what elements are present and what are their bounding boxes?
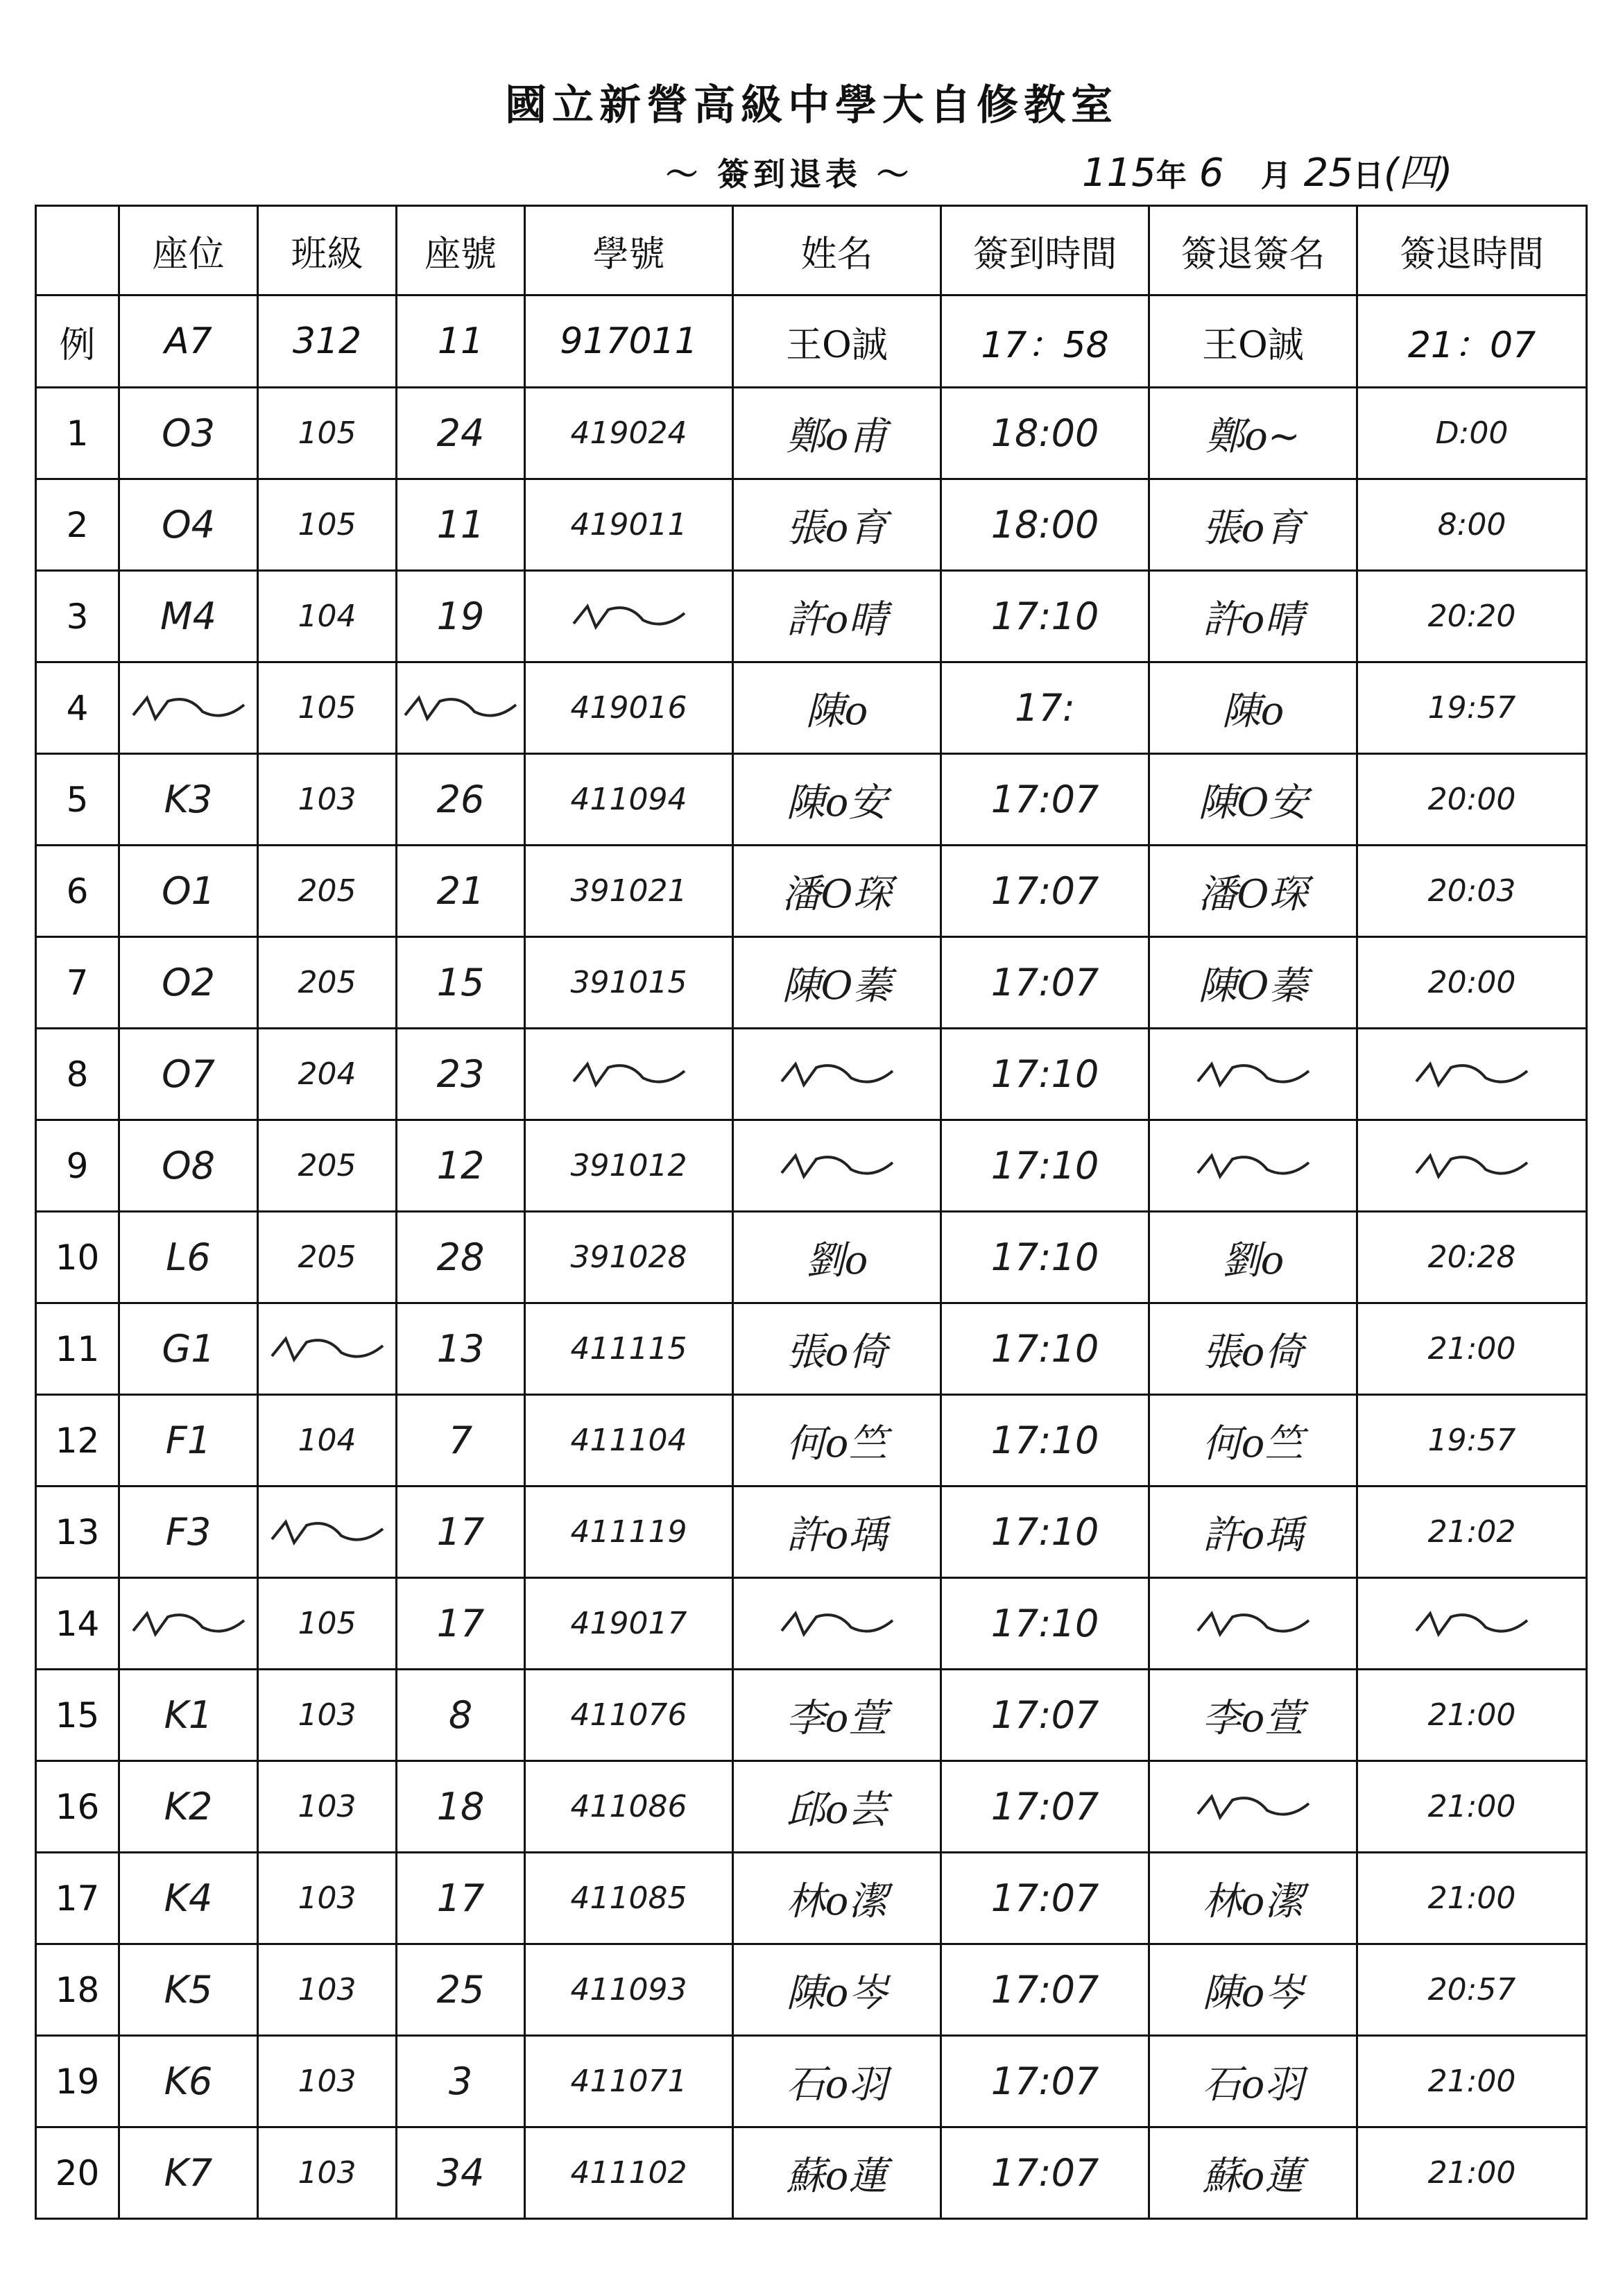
sign-out-time-cell xyxy=(1357,1120,1587,1212)
row-number: 2 xyxy=(36,479,119,571)
scribble-mark xyxy=(567,1054,692,1095)
seat-cell: O3 xyxy=(119,388,258,479)
student-id-cell: 391021 xyxy=(525,846,733,937)
table-row xyxy=(36,1578,1587,1670)
sign-out-name-cell: 林o潔 xyxy=(1149,1853,1357,1944)
sign-out-name-cell: 張o倚 xyxy=(1149,1303,1357,1395)
table-row xyxy=(36,1944,1587,2036)
class-cell: 205 xyxy=(258,846,397,937)
sign-out-name-cell: 陳o xyxy=(1149,662,1357,754)
class-cell: 103 xyxy=(258,2036,397,2127)
scribble-mark xyxy=(265,1511,390,1553)
seat-cell: K7 xyxy=(119,2127,258,2219)
student-id-cell: 411071 xyxy=(525,2036,733,2127)
row-number: 13 xyxy=(36,1487,119,1578)
table-row xyxy=(36,2036,1587,2127)
class-cell: 105 xyxy=(258,479,397,571)
sign-in-time-cell: 17:07 xyxy=(941,2127,1149,2219)
sign-out-name-cell xyxy=(1149,1578,1357,1670)
header-cell xyxy=(36,206,119,295)
student-id-cell: 411094 xyxy=(525,754,733,846)
table-row xyxy=(36,754,1587,846)
student-id-cell: 419016 xyxy=(525,662,733,754)
row-number: 9 xyxy=(36,1120,119,1212)
date-line xyxy=(1082,142,1453,198)
seat-no-cell: 3 xyxy=(397,2036,525,2127)
name-cell xyxy=(733,1120,941,1212)
row-number: 8 xyxy=(36,1029,119,1120)
seat-no-cell: 17 xyxy=(397,1578,525,1670)
seat-no-cell: 34 xyxy=(397,2127,525,2219)
class-cell: 205 xyxy=(258,1120,397,1212)
table-row xyxy=(36,1670,1587,1761)
date-year: 115 xyxy=(1082,151,1156,196)
name-cell: 許o晴 xyxy=(733,571,941,662)
sign-in-time-cell: 17:07 xyxy=(941,1853,1149,1944)
row-number: 3 xyxy=(36,571,119,662)
header-cell: 座號 xyxy=(397,206,525,295)
table-row xyxy=(36,479,1587,571)
sign-out-time-cell: 21:00 xyxy=(1357,2127,1587,2219)
header-cell: 簽退時間 xyxy=(1357,206,1587,295)
header-cell: 姓名 xyxy=(733,206,941,295)
student-id-cell: 391015 xyxy=(525,937,733,1029)
sign-out-name-cell: 張o育 xyxy=(1149,479,1357,571)
student-id-cell: 419017 xyxy=(525,1578,733,1670)
scribble-mark xyxy=(1409,1054,1534,1095)
table-row xyxy=(36,1212,1587,1303)
sign-in-time-cell: 17:07 xyxy=(941,1944,1149,2036)
seat-cell: M4 xyxy=(119,571,258,662)
name-cell: 張o育 xyxy=(733,479,941,571)
scribble-mark xyxy=(398,687,523,729)
sign-in-time-cell: 17:10 xyxy=(941,1578,1149,1670)
seat-no-cell: 11 xyxy=(397,295,525,388)
sign-out-time-cell: 20:57 xyxy=(1357,1944,1587,2036)
row-number: 17 xyxy=(36,1853,119,1944)
sign-out-name-cell: 石o羽 xyxy=(1149,2036,1357,2127)
name-cell xyxy=(733,1578,941,1670)
class-cell: 105 xyxy=(258,662,397,754)
scribble-mark xyxy=(1191,1603,1316,1645)
seat-no-cell: 17 xyxy=(397,1853,525,1944)
student-id-cell: 917011 xyxy=(525,295,733,388)
scribble-mark xyxy=(126,1603,251,1645)
table-row xyxy=(36,571,1587,662)
student-id-cell: 391028 xyxy=(525,1212,733,1303)
student-id-cell: 419024 xyxy=(525,388,733,479)
class-cell: 103 xyxy=(258,1670,397,1761)
seat-cell: K6 xyxy=(119,2036,258,2127)
seat-no-cell: 18 xyxy=(397,1761,525,1853)
name-cell: 劉o xyxy=(733,1212,941,1303)
class-cell: 104 xyxy=(258,1395,397,1487)
table-row xyxy=(36,1487,1587,1578)
seat-no-cell: 19 xyxy=(397,571,525,662)
sign-in-time-cell: 17:07 xyxy=(941,1761,1149,1853)
year-unit: 年 xyxy=(1156,158,1187,194)
sign-in-time-cell: 17: xyxy=(941,662,1149,754)
seat-cell: O8 xyxy=(119,1120,258,1212)
sign-out-name-cell xyxy=(1149,1120,1357,1212)
scribble-mark xyxy=(775,1603,900,1645)
student-id-cell: 391012 xyxy=(525,1120,733,1212)
class-cell: 205 xyxy=(258,1212,397,1303)
sign-out-name-cell: 許o瑀 xyxy=(1149,1487,1357,1578)
seat-cell: K3 xyxy=(119,754,258,846)
day-unit: 日 xyxy=(1352,158,1384,194)
sign-out-time-cell: 21:00 xyxy=(1357,1853,1587,1944)
seat-cell: A7 xyxy=(119,295,258,388)
seat-cell: O4 xyxy=(119,479,258,571)
student-id-cell xyxy=(525,571,733,662)
seat-cell xyxy=(119,662,258,754)
sign-out-time-cell xyxy=(1357,1029,1587,1120)
seat-cell: G1 xyxy=(119,1303,258,1395)
student-id-cell: 411086 xyxy=(525,1761,733,1853)
scribble-mark xyxy=(567,596,692,637)
scribble-mark xyxy=(1191,1054,1316,1095)
sign-out-time-cell: 20:20 xyxy=(1357,571,1587,662)
student-id-cell: 419011 xyxy=(525,479,733,571)
seat-cell: F1 xyxy=(119,1395,258,1487)
student-id-cell: 411093 xyxy=(525,1944,733,2036)
student-id-cell: 411119 xyxy=(525,1487,733,1578)
seat-no-cell: 24 xyxy=(397,388,525,479)
class-cell: 104 xyxy=(258,571,397,662)
table-row xyxy=(36,2127,1587,2219)
student-id-cell: 411115 xyxy=(525,1303,733,1395)
table-row xyxy=(36,1029,1587,1120)
sign-in-time-cell: 17:10 xyxy=(941,1120,1149,1212)
sign-in-time-cell: 17:10 xyxy=(941,1487,1149,1578)
scribble-mark xyxy=(1191,1786,1316,1828)
seat-cell xyxy=(119,1578,258,1670)
date-month: 6 xyxy=(1199,151,1224,196)
example-row xyxy=(36,295,1587,388)
form-subtitle: ～ 簽到退表 ～ xyxy=(666,155,913,193)
sign-in-time-cell: 18:00 xyxy=(941,388,1149,479)
header-cell: 簽退簽名 xyxy=(1149,206,1357,295)
row-number: 例 xyxy=(36,295,119,388)
sign-out-time-cell: 20:00 xyxy=(1357,754,1587,846)
sign-out-name-cell: 潘O琛 xyxy=(1149,846,1357,937)
date-weekday: (四) xyxy=(1383,151,1453,196)
seat-cell: K2 xyxy=(119,1761,258,1853)
student-id-cell: 411085 xyxy=(525,1853,733,1944)
name-cell: 陳o xyxy=(733,662,941,754)
row-number: 4 xyxy=(36,662,119,754)
header-cell: 班級 xyxy=(258,206,397,295)
sign-out-time-cell: 21:00 xyxy=(1357,2036,1587,2127)
name-cell: 張o倚 xyxy=(733,1303,941,1395)
sign-out-name-cell: 許o晴 xyxy=(1149,571,1357,662)
sign-out-name-cell: 鄭o~ xyxy=(1149,388,1357,479)
sign-out-name-cell: 王O誠 xyxy=(1149,295,1357,388)
table-row xyxy=(36,846,1587,937)
scribble-mark xyxy=(775,1145,900,1187)
seat-cell: K1 xyxy=(119,1670,258,1761)
month-unit: 月 xyxy=(1260,158,1291,194)
table-row xyxy=(36,1120,1587,1212)
student-id-cell: 411102 xyxy=(525,2127,733,2219)
seat-no-cell: 15 xyxy=(397,937,525,1029)
row-number: 15 xyxy=(36,1670,119,1761)
sign-in-table xyxy=(35,205,1588,2220)
scribble-mark xyxy=(775,1054,900,1095)
table-row xyxy=(36,1853,1587,1944)
student-id-cell xyxy=(525,1029,733,1120)
row-number: 16 xyxy=(36,1761,119,1853)
row-number: 18 xyxy=(36,1944,119,2036)
seat-no-cell: 25 xyxy=(397,1944,525,2036)
sign-out-time-cell: 21:00 xyxy=(1357,1761,1587,1853)
name-cell: 鄭o甫 xyxy=(733,388,941,479)
seat-cell: O1 xyxy=(119,846,258,937)
header-row xyxy=(36,206,1587,295)
sign-out-time-cell: 20:28 xyxy=(1357,1212,1587,1303)
sign-in-time-cell: 17:10 xyxy=(941,1212,1149,1303)
sign-out-time-cell: 19:57 xyxy=(1357,662,1587,754)
class-cell: 105 xyxy=(258,1578,397,1670)
scribble-mark xyxy=(126,687,251,729)
class-cell: 204 xyxy=(258,1029,397,1120)
seat-cell: K5 xyxy=(119,1944,258,2036)
name-cell: 陳o安 xyxy=(733,754,941,846)
row-number: 20 xyxy=(36,2127,119,2219)
class-cell xyxy=(258,1303,397,1395)
sign-out-time-cell: 20:00 xyxy=(1357,937,1587,1029)
seat-no-cell xyxy=(397,662,525,754)
class-cell: 103 xyxy=(258,1944,397,2036)
sign-out-time-cell: 20:03 xyxy=(1357,846,1587,937)
seat-no-cell: 28 xyxy=(397,1212,525,1303)
seat-no-cell: 26 xyxy=(397,754,525,846)
sign-out-time-cell: 21:02 xyxy=(1357,1487,1587,1578)
header-cell: 簽到時間 xyxy=(941,206,1149,295)
sign-out-time-cell: 21:00 xyxy=(1357,1670,1587,1761)
row-number: 10 xyxy=(36,1212,119,1303)
name-cell: 邱o芸 xyxy=(733,1761,941,1853)
scribble-mark xyxy=(1409,1603,1534,1645)
sign-out-name-cell: 陳O蓁 xyxy=(1149,937,1357,1029)
sign-in-time-cell: 17:10 xyxy=(941,1303,1149,1395)
header-cell: 座位 xyxy=(119,206,258,295)
seat-no-cell: 21 xyxy=(397,846,525,937)
name-cell: 蘇o蓮 xyxy=(733,2127,941,2219)
sign-out-time-cell: D:00 xyxy=(1357,388,1587,479)
row-number: 14 xyxy=(36,1578,119,1670)
name-cell: 王O誠 xyxy=(733,295,941,388)
table-row xyxy=(36,1303,1587,1395)
page-title: 國立新營高級中學大自修教室 xyxy=(505,81,1118,130)
row-number: 1 xyxy=(36,388,119,479)
seat-cell: O2 xyxy=(119,937,258,1029)
name-cell: 李o萱 xyxy=(733,1670,941,1761)
sign-out-time-cell: 21:00 xyxy=(1357,1303,1587,1395)
row-number: 5 xyxy=(36,754,119,846)
seat-no-cell: 8 xyxy=(397,1670,525,1761)
sign-out-name-cell: 何o竺 xyxy=(1149,1395,1357,1487)
seat-no-cell: 7 xyxy=(397,1395,525,1487)
row-number: 11 xyxy=(36,1303,119,1395)
table-row xyxy=(36,662,1587,754)
name-cell: 林o潔 xyxy=(733,1853,941,1944)
seat-no-cell: 12 xyxy=(397,1120,525,1212)
name-cell: 何o竺 xyxy=(733,1395,941,1487)
sign-in-time-cell: 17:10 xyxy=(941,1395,1149,1487)
sign-out-name-cell: 陳o岑 xyxy=(1149,1944,1357,2036)
table-row xyxy=(36,1395,1587,1487)
class-cell: 105 xyxy=(258,388,397,479)
class-cell: 312 xyxy=(258,295,397,388)
class-cell: 103 xyxy=(258,1853,397,1944)
sign-in-time-cell: 17:10 xyxy=(941,1029,1149,1120)
seat-cell: O7 xyxy=(119,1029,258,1120)
sign-out-name-cell: 陳O安 xyxy=(1149,754,1357,846)
sign-out-time-cell: 8:00 xyxy=(1357,479,1587,571)
name-cell: 潘O琛 xyxy=(733,846,941,937)
sign-out-name-cell: 李o萱 xyxy=(1149,1670,1357,1761)
header-cell: 學號 xyxy=(525,206,733,295)
class-cell xyxy=(258,1487,397,1578)
row-number: 19 xyxy=(36,2036,119,2127)
row-number: 6 xyxy=(36,846,119,937)
sign-in-time-cell: 17:07 xyxy=(941,937,1149,1029)
scribble-mark xyxy=(265,1328,390,1370)
class-cell: 205 xyxy=(258,937,397,1029)
sign-out-time-cell: 21：07 xyxy=(1357,295,1587,388)
sign-in-time-cell: 17:07 xyxy=(941,1670,1149,1761)
seat-cell: F3 xyxy=(119,1487,258,1578)
sign-out-name-cell xyxy=(1149,1029,1357,1120)
table-row xyxy=(36,1761,1587,1853)
seat-cell: L6 xyxy=(119,1212,258,1303)
sign-out-time-cell: 19:57 xyxy=(1357,1395,1587,1487)
seat-no-cell: 11 xyxy=(397,479,525,571)
class-cell: 103 xyxy=(258,1761,397,1853)
name-cell xyxy=(733,1029,941,1120)
sign-out-name-cell: 劉o xyxy=(1149,1212,1357,1303)
seat-no-cell: 13 xyxy=(397,1303,525,1395)
sign-in-time-cell: 18:00 xyxy=(941,479,1149,571)
class-cell: 103 xyxy=(258,754,397,846)
sign-in-time-cell: 17:10 xyxy=(941,571,1149,662)
sign-in-time-cell: 17:07 xyxy=(941,754,1149,846)
class-cell: 103 xyxy=(258,2127,397,2219)
sign-in-time-cell: 17:07 xyxy=(941,846,1149,937)
row-number: 12 xyxy=(36,1395,119,1487)
sign-in-time-cell: 17:07 xyxy=(941,2036,1149,2127)
name-cell: 石o羽 xyxy=(733,2036,941,2127)
student-id-cell: 411104 xyxy=(525,1395,733,1487)
row-number: 7 xyxy=(36,937,119,1029)
table-row xyxy=(36,937,1587,1029)
scribble-mark xyxy=(1409,1145,1534,1187)
name-cell: 陳o岑 xyxy=(733,1944,941,2036)
seat-no-cell: 23 xyxy=(397,1029,525,1120)
scribble-mark xyxy=(1191,1145,1316,1187)
student-id-cell: 411076 xyxy=(525,1670,733,1761)
sign-out-name-cell: 蘇o蓮 xyxy=(1149,2127,1357,2219)
seat-cell: K4 xyxy=(119,1853,258,1944)
table-row xyxy=(36,388,1587,479)
name-cell: 許o瑀 xyxy=(733,1487,941,1578)
date-day: 25 xyxy=(1303,151,1353,196)
sign-out-name-cell xyxy=(1149,1761,1357,1853)
sign-out-time-cell xyxy=(1357,1578,1587,1670)
sign-in-time-cell: 17：58 xyxy=(941,295,1149,388)
seat-no-cell: 17 xyxy=(397,1487,525,1578)
name-cell: 陳O蓁 xyxy=(733,937,941,1029)
